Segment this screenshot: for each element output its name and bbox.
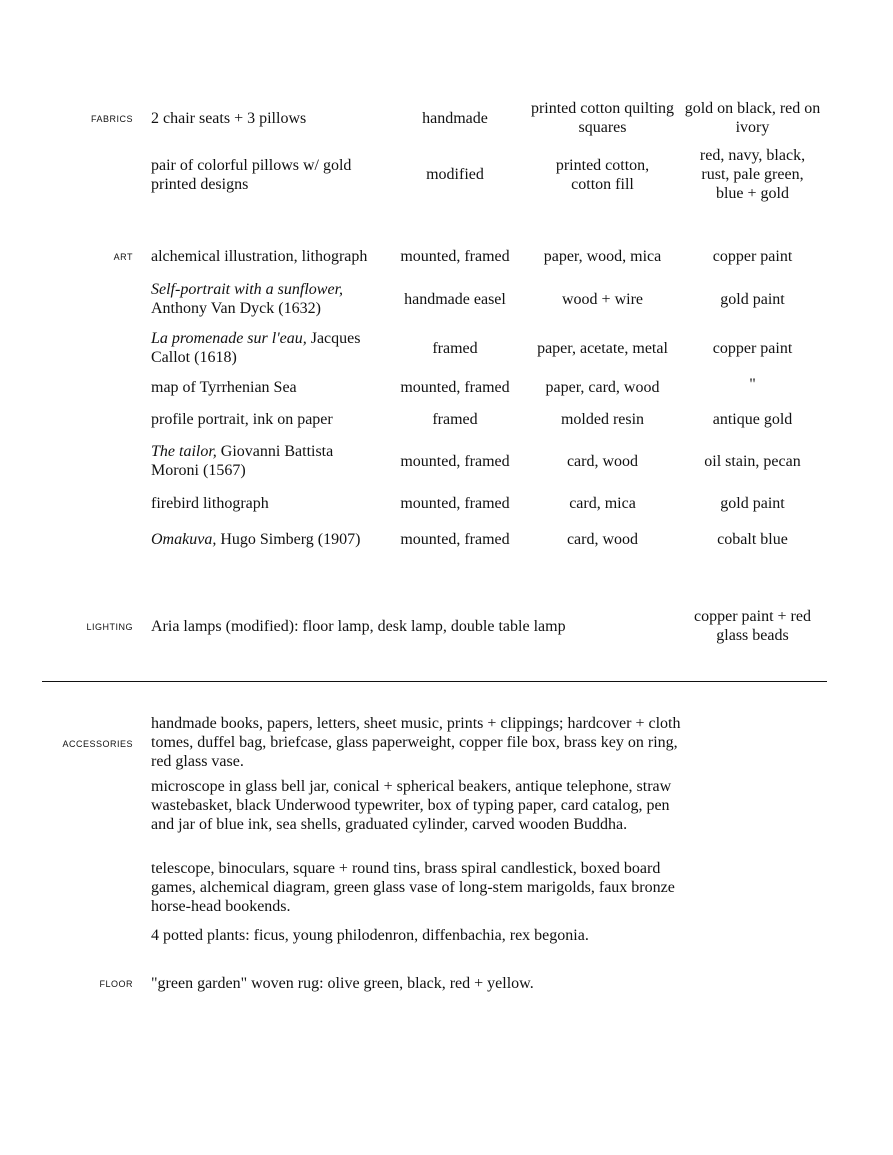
accessories-paragraph-4: 4 potted plants: ficus, young philodenron, diffenbachia, rex begonia. — [151, 927, 589, 944]
art-row-4-method: mounted, framed — [400, 379, 510, 396]
art-row-1-finish: copper paint — [712, 248, 793, 265]
art-row-2-material: wood + wire — [561, 291, 643, 308]
fabrics-row-1-finish: gold on black, red on ivory — [684, 100, 821, 136]
art-row-5-material: molded resin — [560, 411, 645, 428]
section-label-lighting: LIGHTING — [86, 622, 133, 632]
art-row-7-finish: gold paint — [720, 495, 785, 512]
section-label-art: ART — [113, 252, 133, 262]
art-row-1-item: alchemical illustration, lithograph — [151, 248, 368, 265]
fabrics-row-1-material: printed cotton quilting squares — [530, 100, 675, 136]
art-row-4-item: map of Tyrrhenian Sea — [151, 379, 297, 396]
art-row-8-item: Omakuva, Hugo Simberg (1907) — [151, 531, 361, 548]
floor-item: "green garden" woven rug: olive green, black, red + yellow. — [151, 975, 534, 992]
art-row-6-material: card, wood — [566, 453, 639, 470]
fabrics-row-2-item: pair of colorful pillows w/ gold printed designs — [151, 157, 352, 193]
art-row-6-finish: oil stain, pecan — [704, 453, 801, 470]
accessories-paragraph-2: microscope in glass bell jar, conical + spherical beakers, antique telephone, straw wastebasket, black Underwood typewriter, box of typing paper, card catalog, pen and jar of blue ink, sea shells, graduated cylinder, carved wooden Buddha. — [151, 778, 672, 833]
art-row-3-material: paper, acetate, metal — [537, 340, 668, 357]
art-row-3-method: framed — [432, 340, 478, 357]
art-row-7-method: mounted, framed — [400, 495, 510, 512]
art-row-7-item: firebird lithograph — [151, 495, 269, 512]
fabrics-row-2-finish: red, navy, black, rust, pale green, blue + gold — [699, 147, 806, 202]
art-row-7-material: card, mica — [569, 495, 636, 512]
art-row-2-item: Self-portrait with a sunflower, Anthony Van Dyck (1632) — [151, 281, 344, 317]
lighting-finish: copper paint + red glass beads — [694, 608, 811, 644]
art-row-8-method: mounted, framed — [400, 531, 510, 548]
fabrics-row-2-method: modified — [426, 166, 484, 183]
section-label-fabrics: FABRICS — [90, 114, 133, 124]
section-label-floor: FLOOR — [99, 979, 133, 989]
section-label-accessories: ACCESSORIES — [62, 739, 133, 749]
art-row-2-finish: gold paint — [720, 291, 785, 308]
art-row-3-item: La promenade sur l'eau, Jacques Callot (1618) — [151, 330, 361, 366]
art-row-1-method: mounted, framed — [400, 248, 510, 265]
fabrics-row-1-method: handmade — [422, 110, 488, 127]
art-row-5-finish: antique gold — [712, 411, 793, 428]
art-row-8-material: card, wood — [566, 531, 639, 548]
art-row-2-method: handmade easel — [404, 291, 506, 308]
fabrics-row-1-item: 2 chair seats + 3 pillows — [151, 110, 307, 127]
fabrics-row-2-material: printed cotton, cotton fill — [555, 157, 650, 193]
art-row-6-method: mounted, framed — [400, 453, 510, 470]
section-divider — [42, 681, 827, 682]
art-row-4-material: paper, card, wood — [545, 379, 660, 396]
accessories-paragraph-1: handmade books, papers, letters, sheet music, prints + clippings; hardcover + cloth tomes, duffel bag, briefcase, glass paperweight, copper file box, brass key on ring, red glass vase. — [151, 715, 681, 770]
art-row-3-finish: copper paint — [712, 340, 793, 357]
art-row-8-finish: cobalt blue — [717, 531, 788, 548]
lighting-item: Aria lamps (modified): floor lamp, desk lamp, double table lamp — [151, 618, 566, 635]
art-row-6-item: The tailor, Giovanni Battista Moroni (1567) — [151, 443, 334, 479]
accessories-paragraph-3: telescope, binoculars, square + round tins, brass spiral candlestick, boxed board games, alchemical diagram, green glass vase of long-stem marigolds, faux bronze horse-head bookends. — [151, 860, 675, 915]
art-row-5-item: profile portrait, ink on paper — [151, 411, 333, 428]
art-row-4-finish: " — [749, 376, 756, 393]
art-row-5-method: framed — [432, 411, 478, 428]
art-row-1-material: paper, wood, mica — [543, 248, 662, 265]
